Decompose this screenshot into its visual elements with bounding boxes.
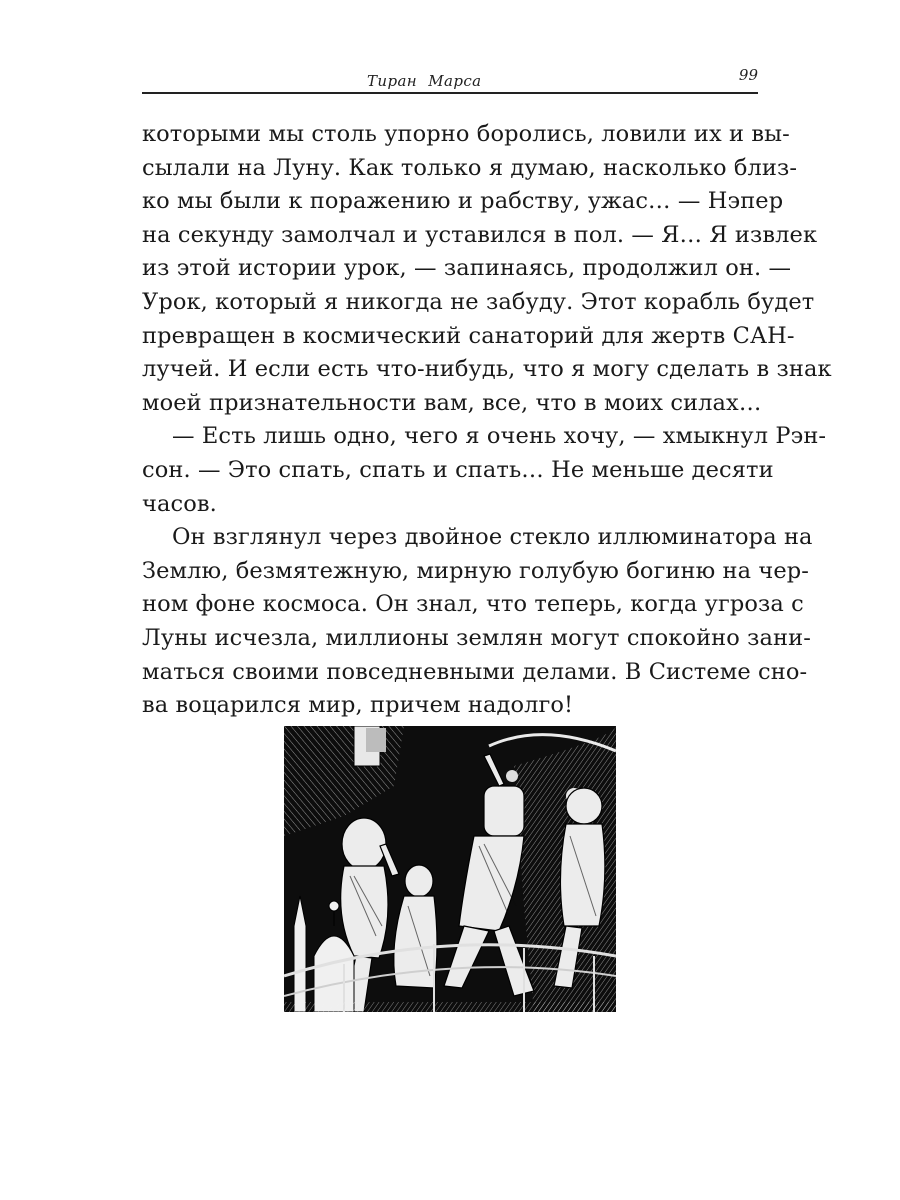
text-line: из этой истории урок, — запинаясь, продолжил он. — (142, 255, 792, 282)
text-line: Землю, безмятежную, мирную голубую богиню на чер- (142, 557, 809, 584)
page-number: 99 (738, 66, 758, 84)
text-line: Урок, который я никогда не забуду. Этот корабль будет (142, 288, 815, 315)
text-line: которыми мы столь упорно боролись, ловили их и вы- (142, 121, 790, 147)
text-line: лучей. И если есть что-нибудь, что я могу сделать в знак (142, 356, 832, 383)
running-header (142, 62, 758, 94)
illustration-drawing (284, 726, 616, 1012)
text-line: Луны исчезла, миллионы землян могут спокойно зани- (142, 624, 811, 651)
text-line: моей признательности вам, все, что в моих силах… (142, 389, 762, 416)
text-line: маться своими повседневными делами. В Системе сно- (142, 658, 808, 685)
text-line: — Есть лишь одно, чего я очень хочу, — хмыкнул Рэн- (172, 423, 827, 450)
text-line: сон. — Это спать, спать и спать… Не меньше десяти (142, 456, 774, 483)
body-text (142, 118, 832, 723)
text-line: превращен в космический санаторий для жертв САН- (142, 322, 795, 349)
text-line: ва воцарился мир, причем надолго! (142, 692, 574, 719)
text-line: ко мы были к поражению и рабству, ужас… — Нэпер (142, 188, 784, 215)
text-line: Он взглянул через двойное стекло иллюминатора на (172, 524, 813, 551)
text-line: часов. (142, 490, 217, 517)
running-title: Тиран Марса (367, 72, 482, 90)
illustration (284, 726, 616, 1012)
text-line: на секунду замолчал и уставился в пол. — Я… Я извлек (142, 221, 818, 248)
text-line: ном фоне космоса. Он знал, что теперь, когда угроза с (142, 591, 804, 618)
text-line: сылали на Луну. Как только я думаю, насколько близ- (142, 154, 798, 181)
